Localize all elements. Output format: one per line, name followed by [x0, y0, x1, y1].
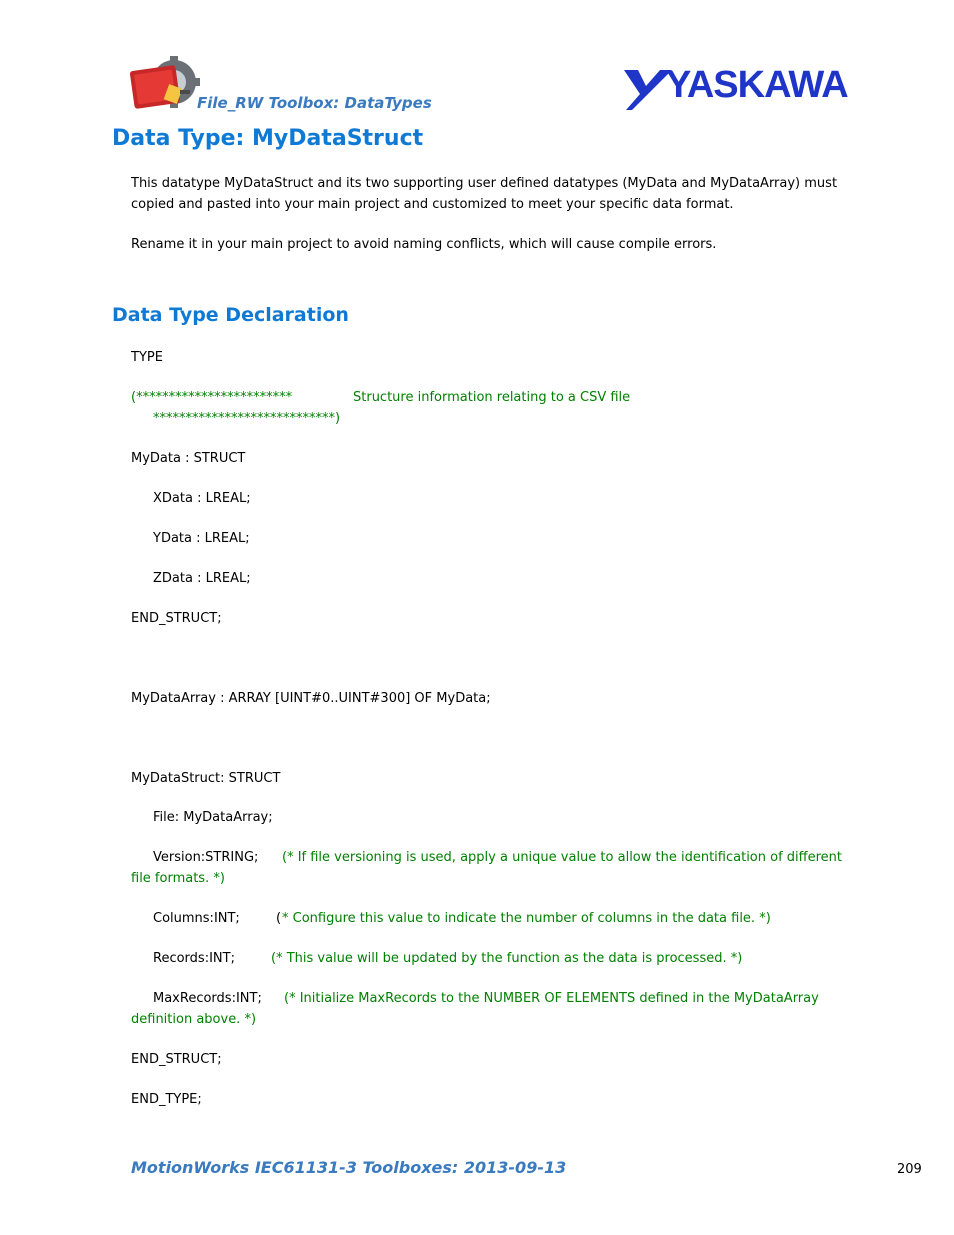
code-records-field: Records:INT;	[153, 951, 235, 966]
code-end-struct-1: END_STRUCT;	[131, 611, 222, 626]
code-version-comment-a: (* If file versioning is used, apply a unique value to allow the identification of different	[282, 850, 843, 865]
code-end-type: END_TYPE;	[131, 1092, 202, 1107]
code-columns-comment: * Configure this value to indicate the number of columns in the data file. *)	[282, 911, 771, 926]
code-mydatastruct: MyDataStruct: STRUCT	[131, 771, 281, 786]
intro-line-2: copied and pasted into your main project and customized to meet your specific data format.	[131, 197, 734, 212]
footer-doc-title: MotionWorks IEC61131-3 Toolboxes: 2013-09-13	[131, 1158, 567, 1177]
code-xdata: XData : LREAL;	[153, 491, 251, 506]
code-type-keyword: TYPE	[131, 350, 163, 365]
code-comment-end: ****************************)	[153, 411, 341, 426]
code-columns-field: Columns:INT;	[153, 911, 240, 926]
code-maxrecords-comment-a: (* Initialize MaxRecords to the NUMBER OF ELEMENTS defined in the MyDataArray	[284, 991, 819, 1006]
code-end-struct-2: END_STRUCT;	[131, 1052, 222, 1067]
code-mydata-struct: MyData : STRUCT	[131, 451, 246, 466]
code-version-comment-b: file formats. *)	[131, 871, 225, 886]
toolbox-title: File_RW Toolbox: DataTypes	[197, 94, 432, 112]
code-zdata: ZData : LREAL;	[153, 571, 251, 586]
code-comment-text: Structure information relating to a CSV file	[353, 390, 631, 405]
code-maxrecords-field: MaxRecords:INT;	[153, 991, 262, 1006]
brand-name: YASKAWA	[666, 64, 848, 106]
code-columns-paren: (	[276, 911, 282, 926]
page-number: 209	[897, 1162, 922, 1177]
yaskawa-logo	[622, 64, 848, 112]
code-maxrecords-comment-b: definition above. *)	[131, 1012, 257, 1027]
code-file-field: File: MyDataArray;	[153, 810, 273, 825]
gear-logo-icon	[130, 56, 200, 112]
code-records-comment: (* This value will be updated by the function as the data is processed. *)	[271, 951, 743, 966]
intro-line-1: This datatype MyDataStruct and its two supporting user defined datatypes (MyData and MyDataArray) must	[131, 176, 838, 191]
code-ydata: YData : LREAL;	[153, 531, 250, 546]
code-mydataarray: MyDataArray : ARRAY [UINT#0..UINT#300] OF MyData;	[131, 691, 491, 706]
section-title: Data Type Declaration	[112, 304, 349, 326]
toolbox-logo	[130, 56, 200, 112]
code-comment-start: (************************	[131, 390, 293, 405]
code-version-field: Version:STRING;	[153, 850, 259, 865]
intro-line-3: Rename it in your main project to avoid naming conflicts, which will cause compile errors.	[131, 237, 717, 252]
page-title: Data Type: MyDataStruct	[112, 126, 424, 151]
